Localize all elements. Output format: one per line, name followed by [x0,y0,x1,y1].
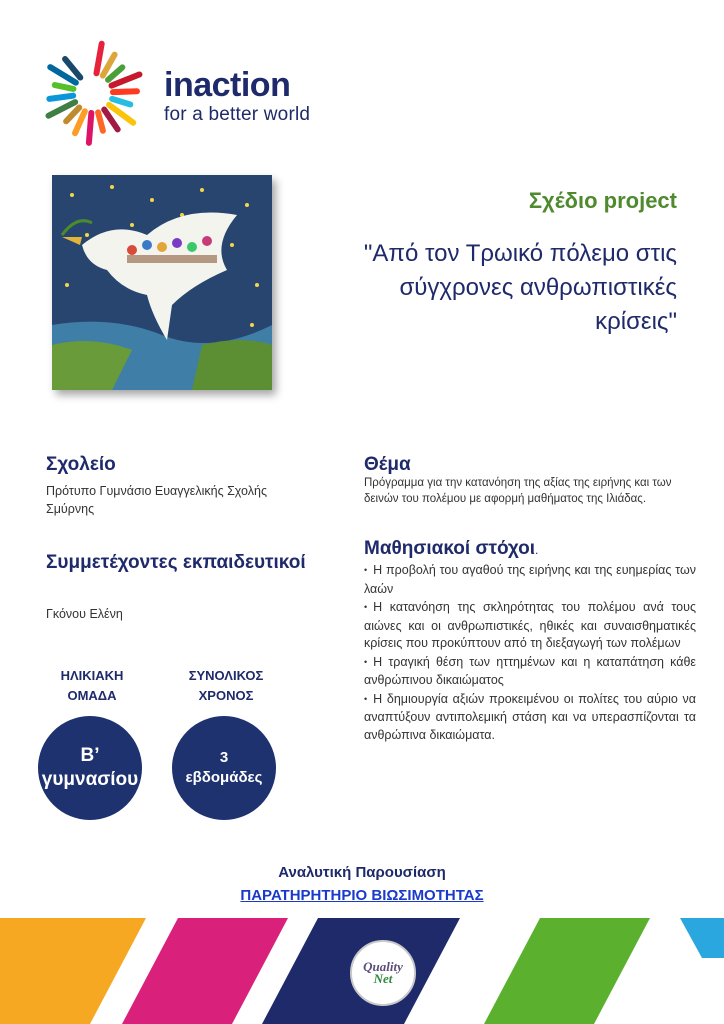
sun-ray-mark [112,99,130,105]
bullet-icon: • [364,693,368,704]
observatory-link[interactable]: ΠΑΡΑΤΗΡΗΤΗΡΙΟ ΒΙΩΣΙΜΟΤΗΤΑΣ [240,887,484,904]
sun-rays-icon [38,38,158,148]
learning-goal-item: • Η τραγική θέση των ηττημένων και η καταπάτηση κάθε ανθρώπινου δικαιώματος [364,654,696,687]
theme-heading: Θέμα [364,454,411,475]
dove-illustration-icon [52,175,272,390]
duration-badge: 3 εβδομάδες [172,716,276,820]
peace-dove-artwork [52,175,272,390]
footer-band-mark [0,918,146,1024]
age-group-badge: Β’ γυμνασίου [38,716,142,820]
qualitynet-logo: Quality Net [350,940,416,1006]
footer-band-mark [680,918,724,958]
teacher-name: Γκόνου Ελένη [46,607,123,621]
teachers-heading: Συμμετέχοντες εκπαιδευτικοί [46,552,306,573]
sun-ray-mark [55,85,74,89]
logo-tagline: for a better world [164,104,311,125]
inaction-logo [38,38,338,148]
footer-band-mark [122,918,288,1024]
sun-ray-mark [66,108,79,122]
sun-ray-mark [108,67,122,80]
bullet-icon: • [364,565,368,575]
sun-ray-mark [49,96,73,99]
footer-band-mark [484,918,650,1024]
learning-goals-heading: Μαθησιακοί στόχοι. [364,538,539,559]
learning-goals-list [364,562,696,745]
sun-ray-mark [89,113,91,143]
bullet-icon: • [364,656,368,667]
analytic-presentation-label: Αναλυτική Παρουσίαση [278,864,446,881]
duration-label: ΣΥΝΟΛΙΚΟΣ ΧΡΟΝΟΣ [188,668,264,703]
observatory-link-wrap [0,887,724,904]
sun-ray-mark [96,44,101,74]
learning-goal-item: • Η δημιουργία αξιών προκειμένου οι πολίτες του αύριο να αναπτύξουν αντιπολεμική στάση και να υπερασπίζονται τα ανθρώπινα δικαιώματα. [364,691,696,742]
school-heading: Σχολείο [46,454,116,475]
logo-wordmark [164,66,310,126]
logo-name: inaction [164,66,291,104]
learning-goal-item: • Η κατανόηση της σκληρότητας του πολέμου ανά τους αιώνες και οι ανθρωπιστικές, ηθικές και συναισθηματικές κρίσεις που προκύπτουν από τη διεξαγωγή των πολέμων [364,600,696,650]
school-name: Πρότυπο Γυμνάσιο Ευαγγελικής Σχολής Σμύρνης [46,484,267,516]
learning-goal-item: • Η προβολή του αγαθού της ειρήνης και της ευημερίας των λαών [364,563,696,596]
bullet-icon: • [364,602,368,612]
age-group-label: ΗΛΙΚΙΑΚΗ ΟΜΑΔΑ [60,668,124,703]
sun-ray-mark [98,112,103,130]
sun-ray-mark [113,91,137,92]
theme-description: Πρόγραμμα για την κατανόηση της αξίας της ειρήνης και των δεινών του πολέμου με αφορμή μαθήματος της Ιλιάδας. [364,477,672,505]
project-title: "Από τον Τρωικό πόλεμο στις σύγχρονες ανθρωπιστικές κρίσεις" [363,240,677,335]
plan-label: Σχέδιο project [528,188,677,213]
